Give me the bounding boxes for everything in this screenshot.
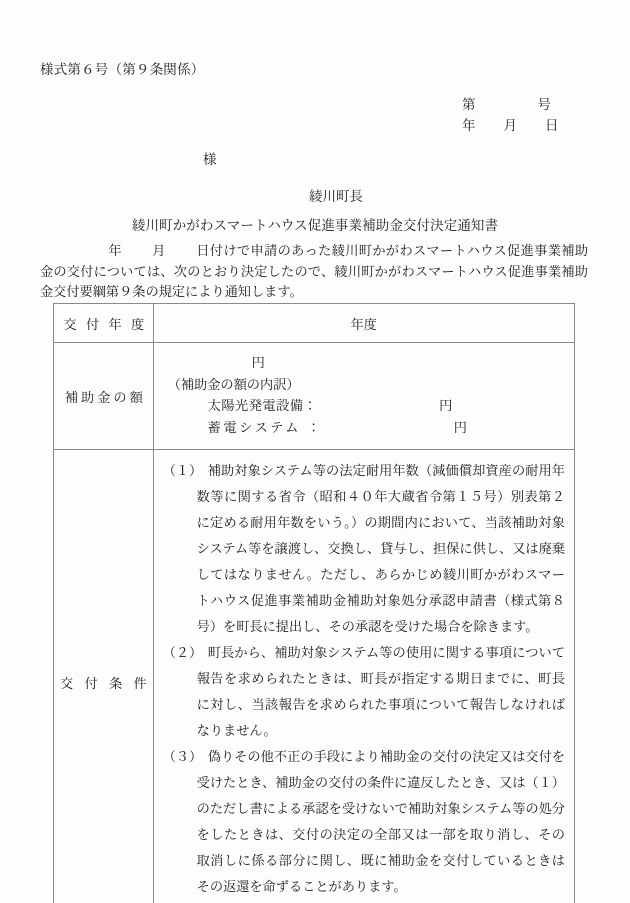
date-month-label: 月 [503,118,517,133]
condition-item-2 [163,640,565,744]
condition-marker-3: （３） [162,749,203,764]
document-title: 綾川町かがわスマートハウス促進事業補助金交付決定通知書 [131,218,499,233]
intro-paragraph [40,241,588,303]
subsidy-total-unit: 円 [251,355,265,370]
decision-table [53,303,575,903]
intro-year-label: 年 [108,243,122,258]
date-day-label: 日 [545,118,559,133]
condition-text-3: 偽りその他不正の手段により補助金の交付の決定又は交付を受けたとき、補助金の交付の条件に違反したとき、又は（１）のただし書による承認を受けないで補助対象システム等の処分をしたときは、交付の決定の全部又は一部を取り消し、その取消しに係る部分に関し、既に補助金を交付しているときはその返還を命ずることがあります。 [196,749,565,894]
document-number-suffix: 号 [537,97,551,112]
addressee-honorific: 様 [203,152,217,167]
table-row-subsidy-amount [54,343,575,450]
breakdown-item-solar-unit: 円 [439,398,453,413]
breakdown-heading: （補助金の額の内訳） [167,376,300,392]
date-year-label: 年 [462,118,476,133]
breakdown-item-battery-unit: 円 [453,419,467,435]
document-number-prefix: 第 [462,97,476,112]
breakdown-item-battery [164,417,564,439]
document-number-line [462,93,551,113]
condition-text-2: 町長から、補助対象システム等の使用に関する事項について報告を求められたときは、町長が指定する期日までに、町長に対し、当該報告を求められた事項について報告しなければなりません。 [196,645,565,738]
form-number: 様式第６号（第９条関係） [40,62,205,77]
condition-text-1: 補助対象システム等の法定耐用年数（減価償却資産の耐用年数等に関する省令（昭和４０年大蔵省令第１５号）別表第２に定める耐用年数をいう。）の期間内において、当該補助対象システム等を譲渡し、交換し、貸与し、担保に供し、又は廃棄してはなりません。ただし、あらかじめ綾川町かがわスマートハウス促進事業補助金補助対象処分承認申請書（様式第８号）を町長に提出し、その承認を受けた場合を除きます。 [196,463,565,634]
intro-body-text: 日付けで申請のあった綾川町かがわスマートハウス促進事業補助金の交付については、次のとおり決定したので、綾川町かがわスマートハウス促進事業補助金交付要綱第９条の規定により通知します。 [40,243,589,299]
document-date-line [462,114,559,134]
row-value-fiscal-year: 年度 [153,304,574,343]
row-value-subsidy-amount [153,343,574,450]
row-label-fiscal-year: 交 付 年 度 [54,304,154,343]
condition-marker-2: （２） [162,645,203,660]
intro-month-label: 月 [151,243,166,258]
condition-item-3 [163,744,565,900]
breakdown-item-solar-label: 太陽光発電設備： [207,398,318,413]
issuer-name: 綾川町長 [309,189,363,204]
breakdown-item-solar [164,395,564,417]
row-value-conditions [153,450,574,903]
condition-item-1 [163,458,565,640]
row-label-subsidy-amount: 補助金の額 [54,343,154,450]
table-row-conditions [54,450,575,903]
condition-marker-1: （１） [162,463,203,478]
row-label-conditions: 交 付 条 件 [54,450,154,903]
table-row-fiscal-year [54,304,575,343]
breakdown-item-battery-label: 蓄電システム ： [207,419,323,435]
